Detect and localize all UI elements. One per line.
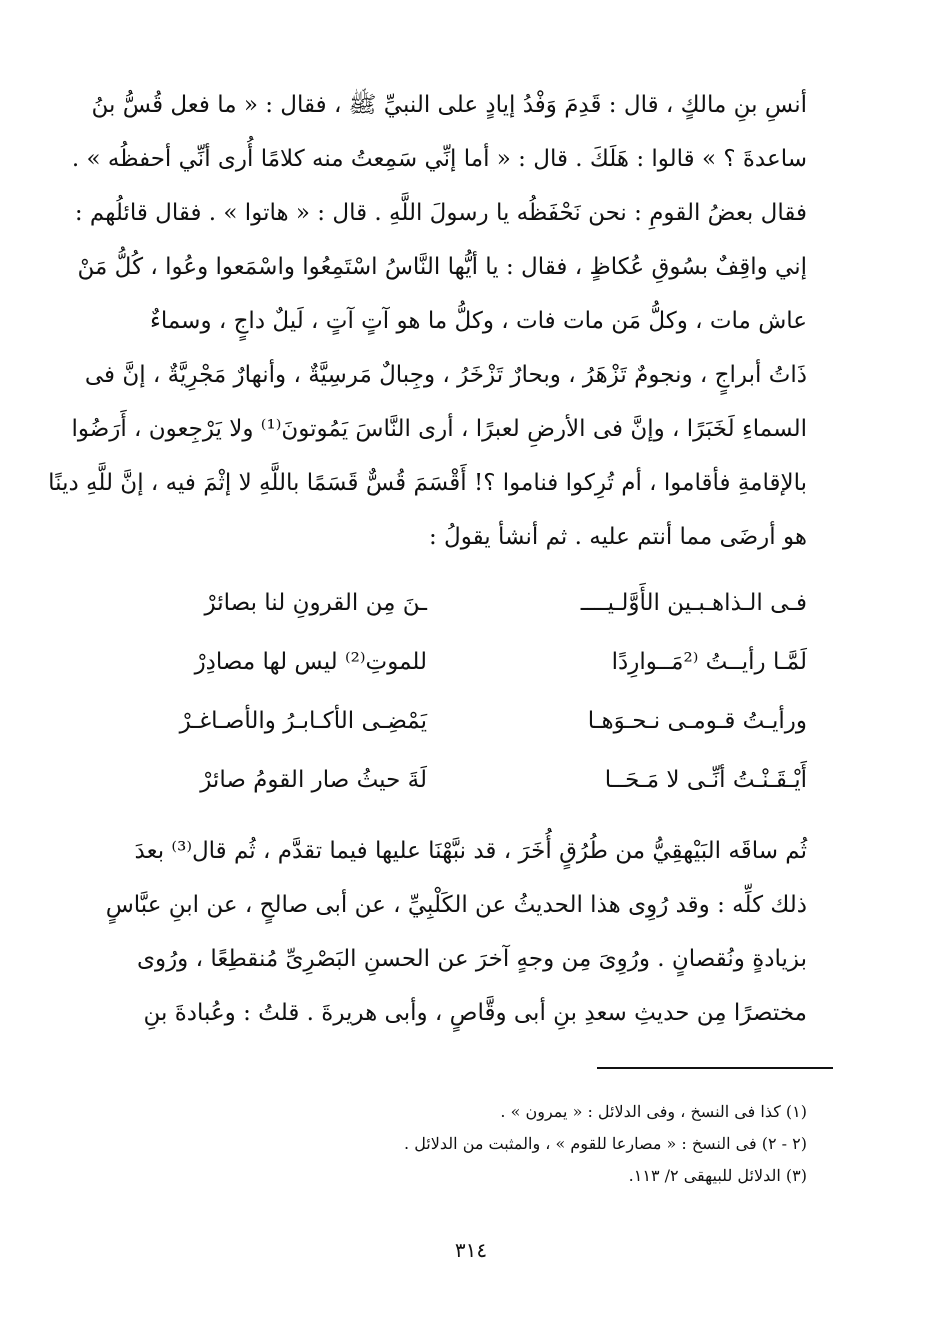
text-line: ذَاتُ أبراجٍ ، ونجومٌ تَزْهَرُ ، وبحارٌ تَزْخَرُ ، وجِبالٌ مَرسِيَّةٌ ، وأنهارٌ مَجْرِيَّةٌ ، إنَّ فى (84, 362, 807, 388)
text-line: بزيادةٍ ونُقصانٍ . ورُوِىَ مِن وجهٍ آخرَ عن الحسنِ البَصْرِىِّ مُنقطِعًا ، ورُوى (136, 946, 807, 972)
poem-verse (107, 692, 807, 751)
text-line: عاش مات ، وكلُّ مَن مات فات ، وكلُّ ما هو آتٍ آتٍ ، لَيلٌ داجٍ ، وسماءٌ (150, 308, 807, 334)
text-line: ساعدةَ ؟ » قالوا : هَلَكَ . قال : « أما إنِّي سَمِعتُ منه كلامًا أُرى أنِّي أحفظُه » . (71, 146, 807, 172)
text-line: ذلك كلِّه : وقد رُوِى هذا الحديثُ عن الكَلْبِيِّ ، عن أبى صالحٍ ، عن ابنِ عبَّاسٍ (105, 892, 807, 918)
second-paragraph (107, 824, 807, 1040)
verse-second-half: يَمْضِـى الأكـابـرُ والأصـاغـرْ (179, 708, 427, 734)
poem-verse (107, 751, 807, 810)
text-line: فقال بعضُ القومِ : نحن نَحْفَظُه يا رسولَ اللَّهِ . قال : « هاتوا » . فقال قائلُهم : (74, 200, 807, 226)
text-line: أنسِ بنِ مالكٍ ، قال : قَدِمَ وَفْدُ إيادٍ على النبيِّ ﷺ ، فقال : « ما فعل قُسُّ بنُ (91, 92, 807, 118)
poem (107, 574, 807, 810)
verse-first-half: فـى الـذاهـبـين الأَوَّلـيــــ (580, 590, 807, 616)
text-line: هو أرضَى مما أنتم عليه . ثم أنشأ يقولُ : (429, 524, 807, 550)
text-line: بالإقامةِ فأقاموا ، أم تُرِكوا فناموا ؟! أَقْسَمَ قُسٌّ قَسَمًا باللَّهِ لا إثْمَ فيه ، إنَّ للَّهِ دينًا (48, 470, 807, 496)
footnotes (107, 1096, 807, 1192)
verse-second-half: ـنَ مِن القرونِ لنا بصائرْ (204, 590, 427, 616)
footnote: (٢ - ٢) فى النسخ : « مصارعا للقوم » ، والمثبت من الدلائل . (404, 1134, 807, 1153)
verse-second-half: للموتِ⁽²⁾ ليس لها مصادِرْ (194, 649, 427, 675)
verse-second-half: لَةَ حيثُ صار القومُ صائرْ (200, 767, 427, 793)
main-paragraph (48, 78, 807, 564)
poem-verse (107, 633, 807, 692)
footnote: (١) كذا فى النسخ ، وفى الدلائل : « يمرون » . (500, 1102, 807, 1121)
footnote: (٣) الدلائل للبيهقى ٢/ ١١٣. (628, 1166, 807, 1185)
text-line: السماءِ لَخَبَرًا ، وإنَّ فى الأرضِ لعبرًا ، أرى النَّاسَ يَمُوتونَ⁽¹⁾ ولا يَرْجِعون ، أَرَضُوا (71, 416, 807, 442)
text-line: ثُم ساقَه البَيْهقِيُّ من طُرُقٍ أُخَرَ ، قد نبَّهْنَا عليها فيما تقدَّم ، ثُم قال⁽³⁾ بعدَ (134, 838, 807, 864)
verse-first-half: ورأيـتُ قـومـى نـحـوَهـا (587, 708, 807, 734)
verse-first-half: لَمَّـا رأيــتُ ⁽²مَــوارِدًا (611, 649, 807, 675)
footnote-divider (597, 1067, 833, 1069)
poem-verse (107, 574, 807, 633)
text-line: مختصرًا مِن حديثِ سعدِ بنِ أبى وقَّاصٍ ، وأبى هريرةَ . قلتُ : وعُبادةَ بنِ (143, 1000, 807, 1026)
page-number: ٣١٤ (454, 1238, 488, 1262)
text-line: إني واقِفٌ بسُوقِ عُكاظٍ ، فقال : يا أيُّها النَّاسُ اسْتَمِعُوا واسْمَعوا وعُوا ، كُلُّ مَنْ (77, 254, 807, 280)
verse-first-half: أَيْـقَـنْـتُ أنِّـى لا مَـحَــا (604, 767, 807, 793)
